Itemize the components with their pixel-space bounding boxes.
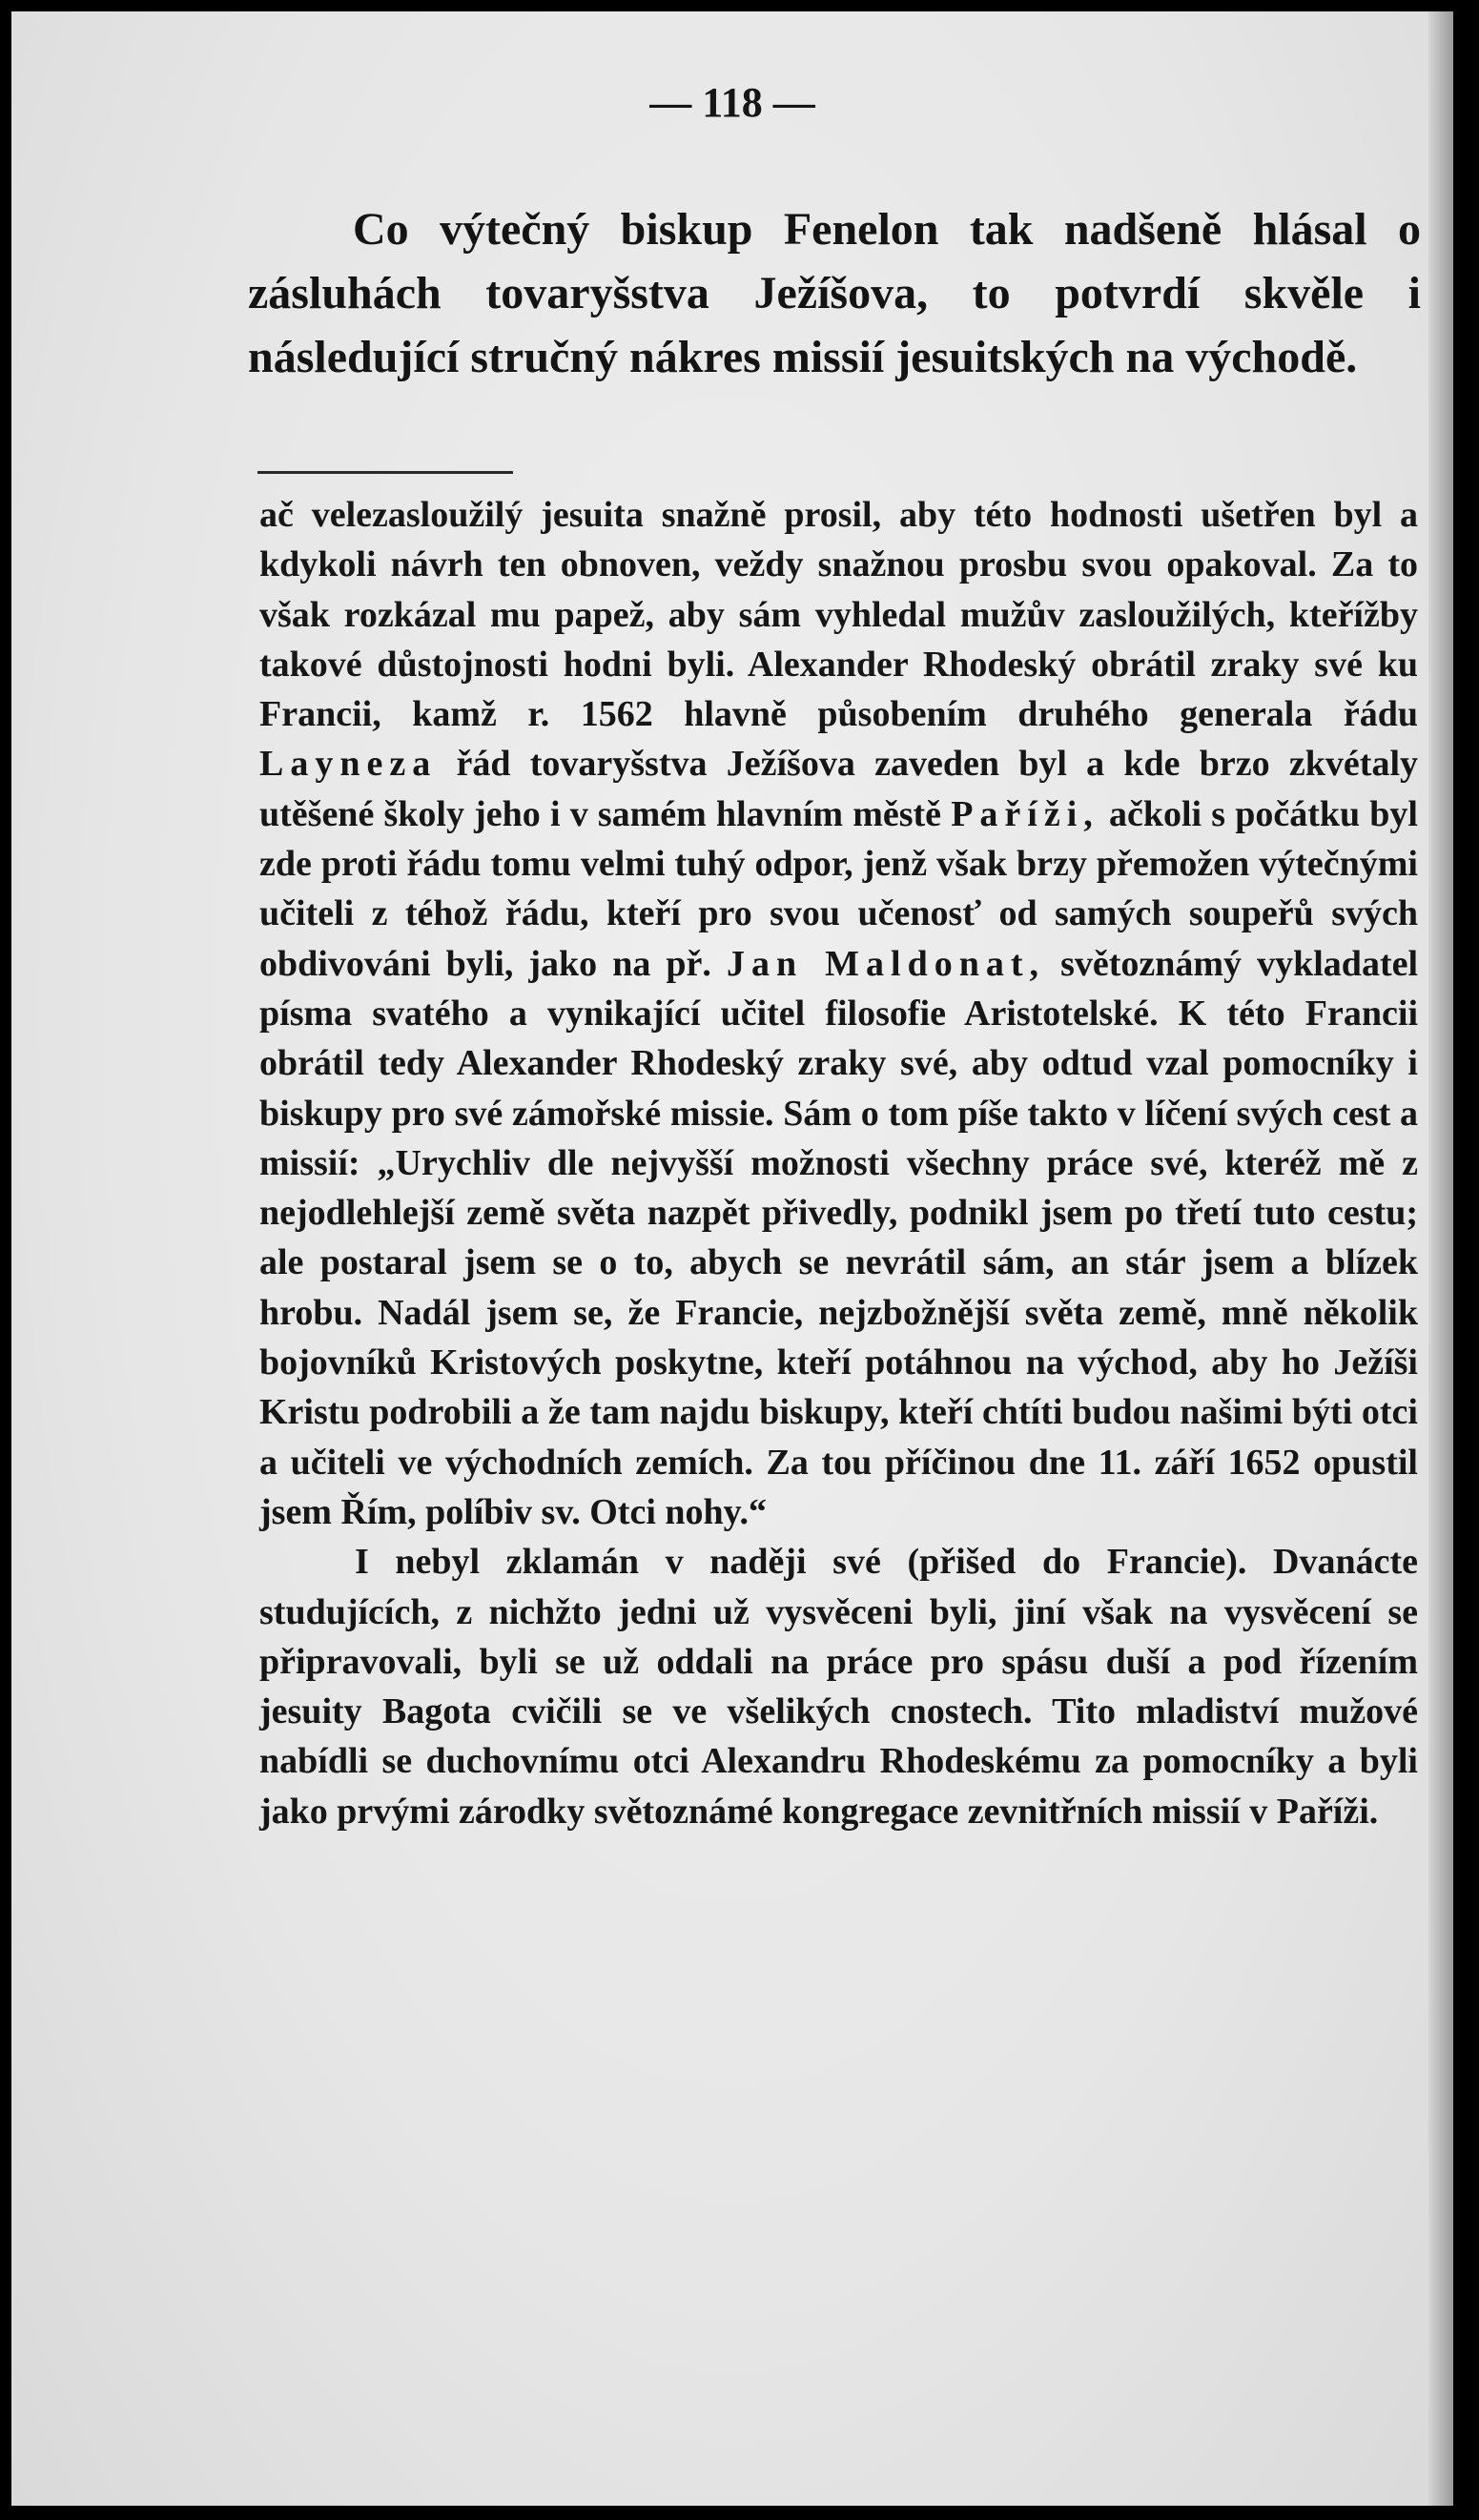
page-number: — 118 — [649, 79, 815, 126]
quote: „Urychliv dle nejvyšší možnosti všechny práce své, kteréž mě z nejodlehlejší země světa nazpět přivedly, podnikl jsem po třetí tuto cestu; ale postaral jsem se o to, abych se nevrátil sám, an stár jsem a blízek hrobu. Nadál jsem se, že Francie, nejzbožnější světa země, mně několik bojovníků Kristových poskytne, kteří potáhnou na východ, aby ho Ježíši Kristu podrobili a že tam najdu biskupy, kteří chtíti budou našimi býti otci a učiteli ve východních zemích. Za tou příčinou dne 11. září 1652 opustil jsem Řím, políbiv sv. Otci nohy.“ [259, 1142, 1418, 1532]
footnote-divider [257, 471, 513, 474]
paragraph-1 [259, 490, 1418, 1537]
main-text [259, 490, 1418, 1836]
text-span: ačkoli s počátku byl zde proti řádu tomu velmi tuhý odpor, jenž však brzy přemožen výtečnými učiteli z téhož řádu, kteří pro svou učenosť od samých soupeřů svých obdivováni byli, jako na př. [259, 793, 1418, 984]
text-span: ač velezasloužilý jesuita snažně prosil, aby této hodnosti ušetřen byl a kdykoli návrh ten obnoven, veždy snažnou prosbu svou opakoval. Za to však rozkázal mu papež, aby sám vyhledal mužův zasloužilých, kteřížby takové důstojnosti hodni byli. Alexander Rhodeský obrátil zraky své ku Francii, kamž r. 1562 hlavně působením druhého generala řádu [259, 495, 1418, 735]
spaced-name-layneza: Layneza [259, 744, 438, 785]
page-edge-shadow [1428, 11, 1453, 2506]
intro-paragraph: Co výtečný biskup Fenelon tak nadšeně hlásal o zásluhách tovaryšstva Ježíšova, to potvrdí skvěle i následující stručný nákres missií jesuitských na východě. [248, 204, 1421, 382]
spaced-name-pariz: Paříži, [951, 793, 1099, 834]
book-page [11, 11, 1453, 2506]
text-span: světoznámý vykladatel písma svatého a vynikající učitel filosofie Aristotelské. K této Francii obrátil tedy Alexander Rhodeský zraky své, aby odtud vzal pomocníky i biskupy pro své zámořské missie. Sám o tom píše takto v líčení svých cest a missií: [259, 943, 1419, 1183]
paragraph-2: I nebyl zklamán v naději své (přišed do Francie). Dvanácte studujících, z nichžto jedni už vysvěceni byli, jiní však na vysvěcení se připravovali, byli se už oddali na práce pro spásu duší a pod řízením jesuity Bagota cvičili se ve všelikých cnostech. Tito mladiství mužové nabídli se duchovnímu otci Alexandru Rhodeskému za pomocníky a byli jako prvými zárodky světoznámé kongregace zevnitřních missií v Paříži. [259, 1542, 1418, 1832]
text-span: řád tovaryšstva Ježíšova zaveden byl a kde brzo zkvétaly utěšené školy jeho i v samém hlavním městě [259, 744, 1419, 834]
spaced-name-maldonat: Jan Maldonat, [726, 943, 1046, 984]
